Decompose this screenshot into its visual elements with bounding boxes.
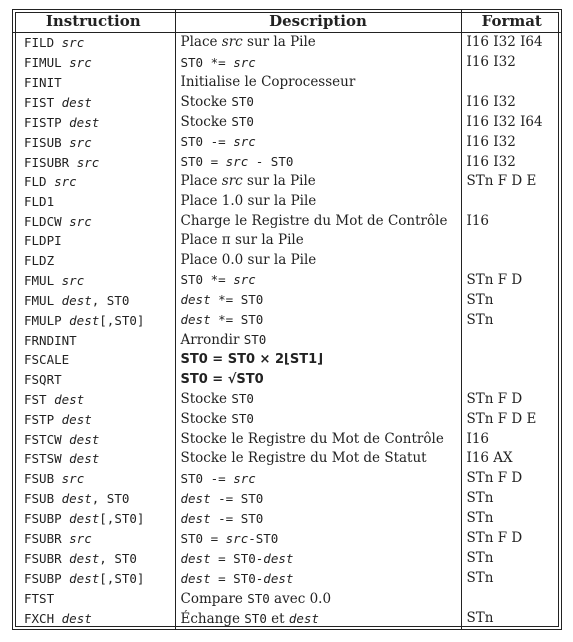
format-cell: I16 I32 I64 <box>461 112 562 132</box>
description-cell <box>175 211 461 231</box>
instr-segment: FMUL <box>24 292 62 308</box>
format-cell: I16 I32 <box>461 132 562 152</box>
instr-segment: FLD <box>24 174 55 190</box>
table-row <box>12 529 562 549</box>
format-cell: I16 <box>461 211 562 231</box>
description-cell <box>175 429 461 449</box>
table-row <box>12 350 562 370</box>
instruction-cell <box>12 251 175 271</box>
desc-segment: Initialise le Coprocesseur <box>180 73 356 90</box>
desc-segment: src <box>225 530 249 546</box>
format-cell <box>461 589 562 609</box>
instr-segment: FSUB <box>24 471 62 487</box>
table-row <box>12 449 562 469</box>
desc-segment: Arrondir <box>180 332 244 349</box>
desc-segment: dest <box>180 490 211 506</box>
desc-segment: Échange <box>180 610 245 627</box>
instr-segment: FSCALE <box>24 352 70 368</box>
instr-segment: FLDPI <box>24 233 62 249</box>
format-cell <box>461 370 562 390</box>
instr-segment: FST <box>24 391 55 407</box>
instruction-cell <box>12 270 175 290</box>
instr-segment: FLDCW <box>24 213 70 229</box>
desc-segment: = ST0- <box>210 570 264 586</box>
description-cell <box>175 192 461 212</box>
desc-segment: Stocke <box>180 114 232 131</box>
instr-segment: src <box>54 174 77 190</box>
format-cell: I16 <box>461 429 562 449</box>
description-cell <box>175 53 461 73</box>
desc-segment: et <box>266 610 289 627</box>
instruction-cell <box>12 132 175 152</box>
format-cell: STn <box>461 290 562 310</box>
desc-segment: ST0 *= <box>180 54 234 70</box>
instruction-cell <box>12 529 175 549</box>
instruction-cell <box>12 290 175 310</box>
desc-segment: = ST0- <box>210 550 264 566</box>
desc-segment: Stocke <box>180 391 232 408</box>
format-cell: I16 I32 I64 <box>461 33 562 53</box>
desc-segment: Stocke le Registre du Mot de Statut <box>180 450 427 467</box>
instr-segment: FISTP <box>24 114 70 130</box>
desc-segment: Charge le Registre du Mot de Contrôle <box>180 212 448 229</box>
instr-segment: src <box>69 213 92 229</box>
description-cell <box>175 112 461 132</box>
description-cell <box>175 549 461 569</box>
description-cell <box>175 172 461 192</box>
instruction-cell <box>12 152 175 172</box>
format-cell: STn F D <box>461 270 562 290</box>
description-cell <box>175 270 461 290</box>
instr-segment: dest <box>54 391 85 407</box>
instr-segment: src <box>76 154 100 170</box>
instr-segment: dest <box>61 411 92 427</box>
instr-segment: , ST0 <box>91 292 130 308</box>
desc-segment: Place π sur la Pile <box>180 232 304 249</box>
format-cell: I16 I32 <box>461 92 562 112</box>
desc-segment: Compare <box>180 590 248 607</box>
instr-segment: FSUBP <box>24 511 70 527</box>
format-cell: I16 I32 <box>461 53 562 73</box>
description-cell <box>175 589 461 609</box>
format-cell <box>461 231 562 251</box>
table-row <box>12 251 562 271</box>
instr-segment: FLD1 <box>24 194 55 210</box>
table-row <box>12 73 562 93</box>
description-cell <box>175 489 461 509</box>
format-cell: STn F D E <box>461 409 562 429</box>
format-cell: STn F D E <box>461 172 562 192</box>
header-description: Description <box>175 9 461 33</box>
instr-segment: FISUBR <box>24 154 77 170</box>
desc-segment: src <box>221 173 243 190</box>
instr-segment: dest <box>69 312 100 328</box>
instr-segment: [,ST0] <box>99 511 145 527</box>
instr-segment: FXCH <box>24 611 62 627</box>
desc-segment: ST0 = √ST0 <box>180 372 264 388</box>
desc-segment: ST0 <box>244 610 267 626</box>
format-cell <box>461 192 562 212</box>
format-cell: STn F D <box>461 389 562 409</box>
instr-segment: FSTP <box>24 411 62 427</box>
desc-segment: Place <box>180 173 222 190</box>
instruction-cell <box>12 92 175 112</box>
description-cell <box>175 509 461 529</box>
desc-segment: ST0 = ST0 × 2⌊ST1⌋ <box>180 352 324 368</box>
instr-segment: dest <box>69 431 100 447</box>
desc-segment: sur la Pile <box>242 173 316 190</box>
table-row <box>12 211 562 231</box>
header-instruction: Instruction <box>12 9 175 33</box>
desc-segment: ST0 -= <box>180 134 234 150</box>
desc-segment: Stocke le Registre du Mot de Contrôle <box>180 430 444 447</box>
format-cell: STn <box>461 569 562 589</box>
desc-segment: src <box>233 470 256 486</box>
instr-segment: FISUB <box>24 134 70 150</box>
instr-segment: , ST0 <box>91 491 130 507</box>
instr-segment: FRNDINT <box>24 332 77 348</box>
instr-segment: FSTCW <box>24 431 70 447</box>
desc-segment: sur la Pile <box>242 34 316 51</box>
instruction-cell <box>12 310 175 330</box>
desc-segment: src <box>225 154 249 170</box>
header-row <box>12 9 562 33</box>
instr-segment: dest <box>61 292 92 308</box>
desc-segment: src <box>233 272 256 288</box>
instr-segment: [,ST0] <box>99 571 145 587</box>
format-cell <box>461 73 562 93</box>
description-cell <box>175 409 461 429</box>
desc-segment: Place 0.0 sur la Pile <box>180 251 317 268</box>
desc-segment: avec 0.0 <box>269 590 332 607</box>
table-row <box>12 330 562 350</box>
instruction-cell <box>12 53 175 73</box>
desc-segment: -= ST0 <box>210 490 264 506</box>
desc-segment: src <box>221 34 243 51</box>
desc-segment: ST0 <box>231 94 254 110</box>
description-cell <box>175 251 461 271</box>
table-row <box>12 290 562 310</box>
instr-segment: FILD <box>24 35 62 51</box>
description-cell <box>175 231 461 251</box>
desc-segment: dest <box>180 570 211 586</box>
format-cell <box>461 350 562 370</box>
instr-segment: FSTSW <box>24 451 70 467</box>
desc-segment: dest <box>263 550 294 566</box>
desc-segment: -= ST0 <box>210 510 264 526</box>
table-row <box>12 192 562 212</box>
desc-segment: *= ST0 <box>210 312 264 328</box>
instr-segment: dest <box>61 611 92 627</box>
desc-segment: dest <box>180 510 211 526</box>
instruction-cell <box>12 192 175 212</box>
desc-segment: ST0 -= <box>180 470 234 486</box>
instruction-cell <box>12 33 175 53</box>
description-cell <box>175 350 461 370</box>
table-row <box>12 172 562 192</box>
format-cell <box>461 251 562 271</box>
instr-segment: src <box>69 134 92 150</box>
description-cell <box>175 330 461 350</box>
instr-segment: dest <box>69 511 100 527</box>
format-cell: STn <box>461 609 562 629</box>
desc-segment: dest <box>288 610 319 626</box>
table-row <box>12 549 562 569</box>
desc-segment: Stocke <box>180 94 232 111</box>
desc-segment: dest <box>180 292 211 308</box>
desc-segment: Place 1.0 sur la Pile <box>180 193 317 210</box>
instr-segment: dest <box>61 491 92 507</box>
desc-segment: dest <box>180 312 211 328</box>
instr-segment: src <box>69 55 92 71</box>
description-cell <box>175 389 461 409</box>
instruction-cell <box>12 489 175 509</box>
table-row <box>12 370 562 390</box>
desc-segment: Stocke <box>180 411 232 428</box>
format-cell: STn <box>461 549 562 569</box>
header-format: Format <box>461 9 562 33</box>
instruction-cell <box>12 549 175 569</box>
description-cell <box>175 152 461 172</box>
table-row <box>12 469 562 489</box>
instr-segment: [,ST0] <box>99 312 145 328</box>
instr-segment: FSUBR <box>24 531 70 547</box>
table-row <box>12 409 562 429</box>
table-row <box>12 112 562 132</box>
description-cell <box>175 469 461 489</box>
instr-segment: FSUBR <box>24 551 70 567</box>
format-cell: STn <box>461 489 562 509</box>
instr-segment: dest <box>69 551 100 567</box>
instr-segment: FSUBP <box>24 571 70 587</box>
instr-segment: dest <box>69 571 100 587</box>
instr-segment: src <box>69 531 92 547</box>
desc-segment: dest <box>180 550 211 566</box>
format-cell: STn <box>461 310 562 330</box>
instruction-cell <box>12 73 175 93</box>
instr-segment: src <box>61 35 85 51</box>
instr-segment: FIST <box>24 94 62 110</box>
instruction-cell <box>12 469 175 489</box>
table-row <box>12 270 562 290</box>
description-cell <box>175 33 461 53</box>
table-row <box>12 589 562 609</box>
table-row <box>12 152 562 172</box>
format-cell: I16 I32 <box>461 152 562 172</box>
instruction-cell <box>12 350 175 370</box>
format-cell: STn <box>461 509 562 529</box>
format-cell <box>461 330 562 350</box>
table-row <box>12 132 562 152</box>
instruction-cell <box>12 429 175 449</box>
instruction-cell <box>12 589 175 609</box>
instruction-table <box>12 9 562 629</box>
description-cell <box>175 370 461 390</box>
instr-segment: dest <box>61 94 92 110</box>
table-row <box>12 569 562 589</box>
instruction-cell <box>12 509 175 529</box>
desc-segment: - ST0 <box>248 154 294 170</box>
instr-segment: dest <box>69 114 100 130</box>
instr-segment: , ST0 <box>99 551 137 567</box>
description-cell <box>175 73 461 93</box>
instruction-cell <box>12 112 175 132</box>
table-row <box>12 389 562 409</box>
table-row <box>12 609 562 629</box>
description-cell <box>175 132 461 152</box>
format-cell: I16 AX <box>461 449 562 469</box>
table-row <box>12 509 562 529</box>
instr-segment: FMUL <box>24 272 62 288</box>
desc-segment: dest <box>263 570 294 586</box>
table-row <box>12 53 562 73</box>
instr-segment: dest <box>69 451 100 467</box>
table-row <box>12 429 562 449</box>
description-cell <box>175 290 461 310</box>
instruction-cell <box>12 211 175 231</box>
description-cell <box>175 310 461 330</box>
instruction-cell <box>12 370 175 390</box>
desc-segment: -ST0 <box>248 530 279 546</box>
description-cell <box>175 449 461 469</box>
desc-segment: ST0 *= <box>180 272 234 288</box>
instruction-cell <box>12 231 175 251</box>
instr-segment: FIMUL <box>24 55 70 71</box>
instruction-cell <box>12 389 175 409</box>
desc-segment: ST0 <box>231 391 254 407</box>
description-cell <box>175 92 461 112</box>
format-cell: STn F D <box>461 469 562 489</box>
instruction-cell <box>12 449 175 469</box>
description-cell <box>175 569 461 589</box>
instruction-cell <box>12 609 175 629</box>
desc-segment: ST0 <box>231 114 254 130</box>
desc-segment: src <box>233 134 256 150</box>
instr-segment: FINIT <box>24 74 62 90</box>
desc-segment: ST0 <box>243 332 267 348</box>
table-row <box>12 489 562 509</box>
table-row <box>12 33 562 53</box>
instr-segment: src <box>61 272 85 288</box>
instruction-cell <box>12 330 175 350</box>
instr-segment: FSUB <box>24 491 62 507</box>
desc-segment: Place <box>180 34 222 51</box>
description-cell <box>175 609 461 629</box>
desc-segment: *= ST0 <box>210 292 264 308</box>
desc-segment: ST0 <box>247 590 270 606</box>
format-cell: STn F D <box>461 529 562 549</box>
table-row <box>12 231 562 251</box>
instr-segment: src <box>61 471 85 487</box>
instr-segment: FMULP <box>24 312 70 328</box>
instruction-cell <box>12 409 175 429</box>
instr-segment: FTST <box>24 591 55 607</box>
table-row <box>12 310 562 330</box>
instr-segment: FLDZ <box>24 252 55 268</box>
desc-segment: ST0 <box>231 411 254 427</box>
description-cell <box>175 529 461 549</box>
instruction-cell <box>12 569 175 589</box>
table-row <box>12 92 562 112</box>
instr-segment: FSQRT <box>24 372 62 388</box>
desc-segment: ST0 = <box>180 154 226 170</box>
instruction-cell <box>12 172 175 192</box>
desc-segment: src <box>233 54 256 70</box>
desc-segment: ST0 = <box>180 530 226 546</box>
